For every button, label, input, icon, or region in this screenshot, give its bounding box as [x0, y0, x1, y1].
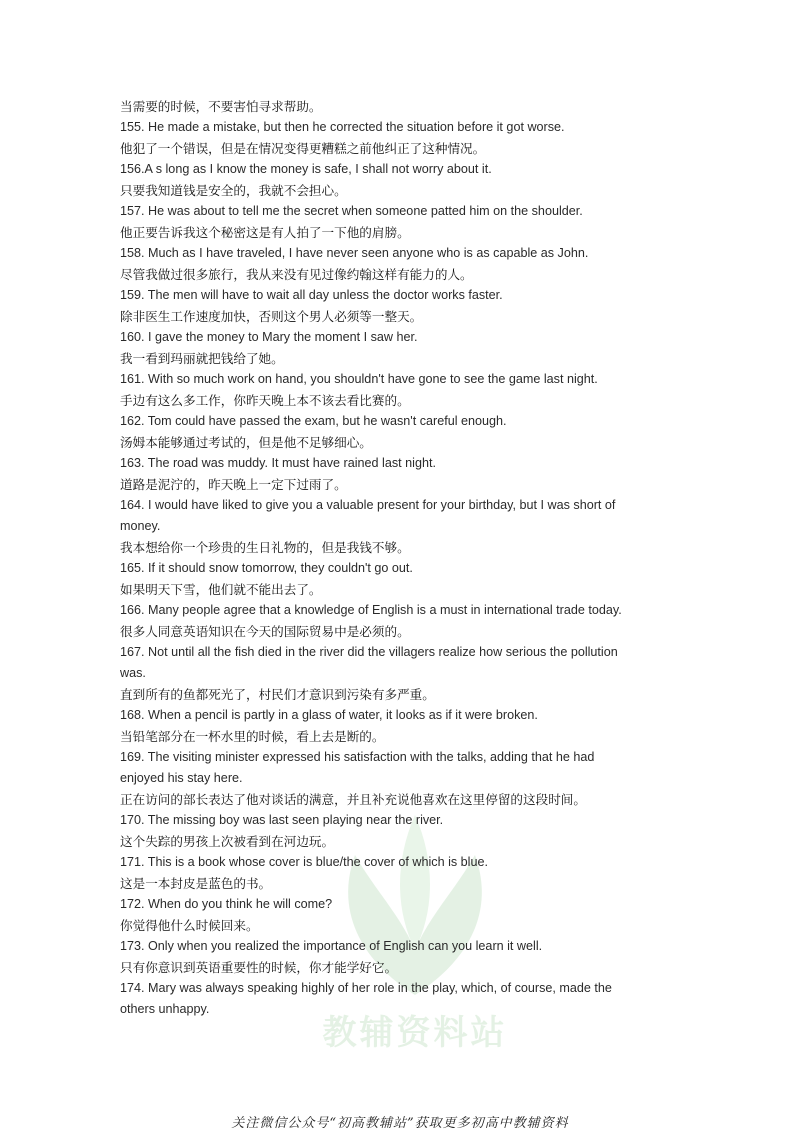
chinese-translation-line: 尽管我做过很多旅行，我从来没有见过像约翰这样有能力的人。 [120, 267, 473, 282]
english-sentence-line: was. [120, 666, 146, 680]
chinese-translation-line: 正在访问的部长表达了他对谈话的满意，并且补充说他喜欢在这里停留的这段时间。 [120, 792, 586, 807]
english-sentence-line: 161. With so much work on hand, you shouldn't have gone to see the game last night. [120, 372, 598, 386]
english-sentence-line: 164. I would have liked to give you a valuable present for your birthday, but I was short of [120, 498, 616, 512]
english-sentence-line: 169. The visiting minister expressed his satisfaction with the talks, adding that he had [120, 750, 595, 764]
chinese-translation-line: 这是一本封皮是蓝色的书。 [120, 876, 272, 891]
english-sentence-line: 171. This is a book whose cover is blue/the cover of which is blue. [120, 855, 488, 869]
chinese-translation-line: 如果明天下雪，他们就不能出去了。 [120, 582, 322, 597]
chinese-translation-line: 当需要的时候，不要害怕寻求帮助。 [120, 99, 322, 114]
chinese-translation-line: 直到所有的鱼都死光了，村民们才意识到污染有多严重。 [120, 687, 435, 702]
document-body [120, 96, 680, 1020]
english-sentence-line: 166. Many people agree that a knowledge of English is a must in international trade today. [120, 603, 622, 617]
chinese-translation-line: 手边有这么多工作，你昨天晚上本不该去看比赛的。 [120, 393, 410, 408]
english-sentence-line: 156.A s long as I know the money is safe, I shall not worry about it. [120, 162, 492, 176]
english-sentence-line: 155. He made a mistake, but then he corrected the situation before it got worse. [120, 120, 565, 134]
english-sentence-line: 165. If it should snow tomorrow, they couldn't go out. [120, 561, 413, 575]
chinese-translation-line: 这个失踪的男孩上次被看到在河边玩。 [120, 834, 335, 849]
english-sentence-line: enjoyed his stay here. [120, 771, 243, 785]
chinese-translation-line: 你觉得他什么时候回来。 [120, 918, 259, 933]
chinese-translation-line: 我本想给你一个珍贵的生日礼物的，但是我钱不够。 [120, 540, 410, 555]
chinese-translation-line: 我一看到玛丽就把钱给了她。 [120, 351, 284, 366]
english-sentence-line: others unhappy. [120, 1002, 210, 1016]
english-sentence-line: 172. When do you think he will come? [120, 897, 333, 911]
footer-note: 关注微信公众号“初高教辅站”获取更多初高中教辅资料 [231, 1116, 569, 1131]
chinese-translation-line: 汤姆本能够通过考试的，但是他不足够细心。 [120, 435, 372, 450]
english-sentence-line: 167. Not until all the fish died in the river did the villagers realize how serious the pollution [120, 645, 618, 659]
english-sentence-line: 162. Tom could have passed the exam, but he wasn't careful enough. [120, 414, 507, 428]
english-sentence-line: 168. When a pencil is partly in a glass of water, it looks as if it were broken. [120, 708, 538, 722]
watermark-text: 教辅资料站 [322, 1013, 508, 1053]
english-sentence-line: 159. The men will have to wait all day unless the doctor works faster. [120, 288, 503, 302]
chinese-translation-line: 他犯了一个错误，但是在情况变得更糟糕之前他纠正了这种情况。 [120, 141, 486, 156]
chinese-translation-line: 很多人同意英语知识在今天的国际贸易中是必须的。 [120, 624, 410, 639]
english-sentence-line: money. [120, 519, 161, 533]
chinese-translation-line: 只有你意识到英语重要性的时候，你才能学好它。 [120, 960, 398, 975]
english-sentence-line: 163. The road was muddy. It must have rained last night. [120, 456, 436, 470]
chinese-translation-line: 只要我知道钱是安全的，我就不会担心。 [120, 183, 347, 198]
english-sentence-line: 160. I gave the money to Mary the moment I saw her. [120, 330, 418, 344]
english-sentence-line: 174. Mary was always speaking highly of her role in the play, which, of course, made the [120, 981, 612, 995]
english-sentence-line: 173. Only when you realized the importance of English can you learn it well. [120, 939, 543, 953]
english-sentence-line: 170. The missing boy was last seen playing near the river. [120, 813, 444, 827]
english-sentence-line: 157. He was about to tell me the secret when someone patted him on the shoulder. [120, 204, 583, 218]
chinese-translation-line: 道路是泥泞的，昨天晚上一定下过雨了。 [120, 477, 347, 492]
chinese-translation-line: 当铅笔部分在一杯水里的时候，看上去是断的。 [120, 729, 385, 744]
chinese-translation-line: 除非医生工作速度加快，否则这个男人必须等一整天。 [120, 309, 423, 324]
english-sentence-line: 158. Much as I have traveled, I have never seen anyone who is as capable as John. [120, 246, 589, 260]
chinese-translation-line: 他正要告诉我这个秘密这是有人拍了一下他的肩膀。 [120, 225, 410, 240]
